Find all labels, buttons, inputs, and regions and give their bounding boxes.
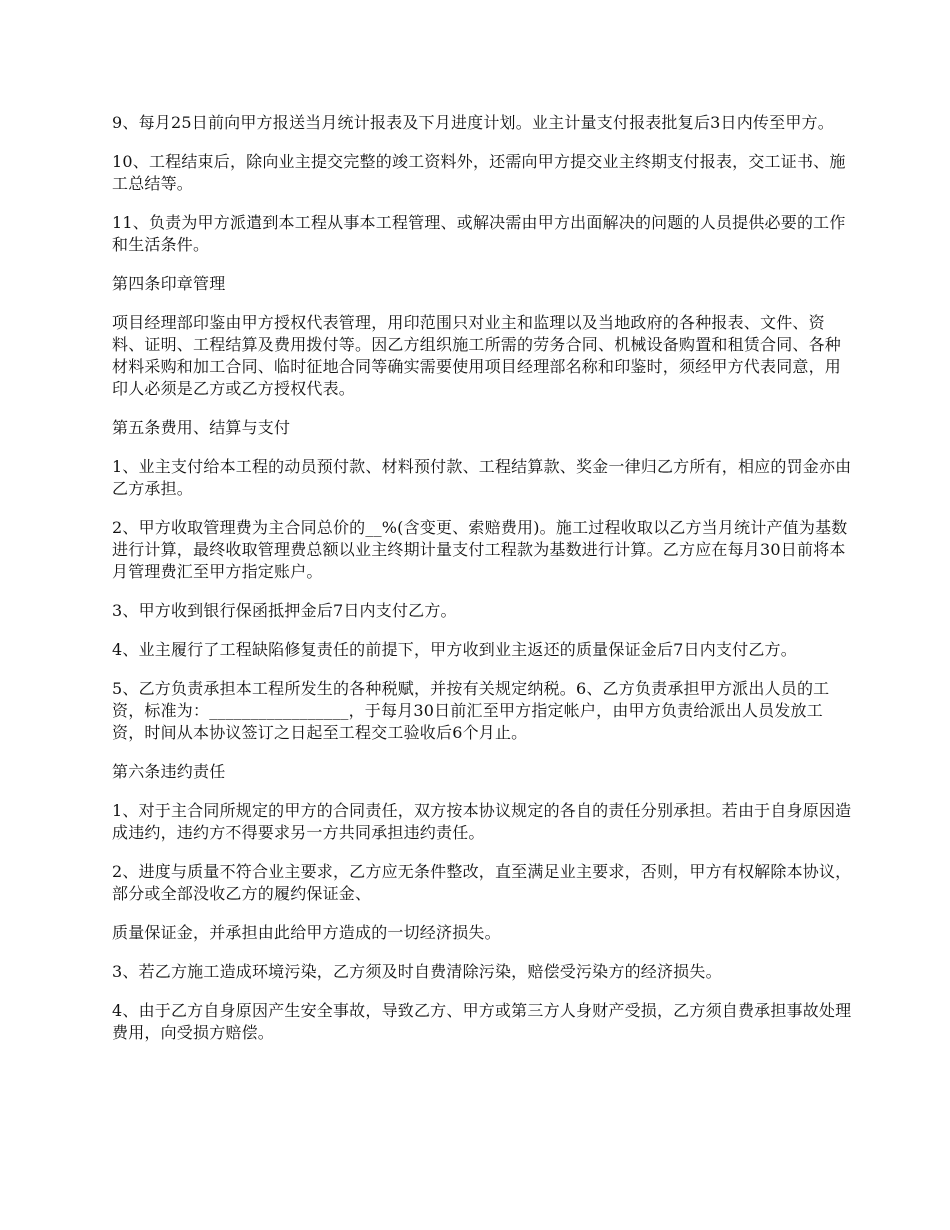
liability-clause-4: 4、由于乙方自身原因产生安全事故，导致乙方、甲方或第三方人身财产受损，乙方须自费承担事故处理费用，向受损方赔偿。 <box>112 1001 852 1042</box>
payment-clause-2: 2、甲方收取管理费为主合同总价的__%(含变更、索赔费用)。施工过程收取以乙方当月统计产值为基数进行计算，最终收取管理费总额以业主终期计量支付工程款为基数进行计算。乙方应在每月30日前将本月管理费汇至甲方指定账户。 <box>112 518 848 581</box>
clause-9: 9、每月25日前向甲方报送当月统计报表及下月进度计划。业主计量支付报表批复后3日内传至甲方。 <box>112 113 834 132</box>
payment-clause-1: 1、业主支付给本工程的动员预付款、材料预付款、工程结算款、奖金一律归乙方所有，相应的罚金亦由乙方承担。 <box>112 457 852 498</box>
liability-clause-3: 3、若乙方施工造成环境污染，乙方须及时自费清除污染，赔偿受污染方的经济损失。 <box>112 962 722 981</box>
payment-clause-5-6: 5、乙方负责承担本工程所发生的各种税赋，并按有关规定纳税。6、乙方负责承担甲方派出人员的工资，标准为：_________________，于每月30日前汇至甲方指定帐户，由甲方负责给派出人员发放工资，时间从本协议签订之日起至工程交工验收后6个月止。 <box>112 679 830 742</box>
section-heading-article-5: 第五条费用、结算与支付 <box>112 418 291 437</box>
section-heading-article-4: 第四条印章管理 <box>112 274 226 293</box>
section-heading-article-6: 第六条违约责任 <box>112 762 226 781</box>
clause-11: 11、负责为甲方派遣到本工程从事本工程管理、或解决需由甲方出面解决的问题的人员提供必要的工作和生活条件。 <box>112 213 846 254</box>
liability-clause-1: 1、对于主合同所规定的甲方的合同责任，双方按本协议规定的各自的责任分别承担。若由于自身原因造成违约，违约方不得要求另一方共同承担违约责任。 <box>112 801 852 842</box>
payment-clause-3: 3、甲方收到银行保函抵押金后7日内支付乙方。 <box>112 601 457 620</box>
payment-clause-4: 4、业主履行了工程缺陷修复责任的前提下，甲方收到业主返还的质量保证金后7日内支付乙方。 <box>112 640 797 659</box>
seal-management-paragraph: 项目经理部印鉴由甲方授权代表管理，用印范围只对业主和监理以及当地政府的各种报表、文件、资料、证明、工程结算及费用拨付等。因乙方组织施工所需的劳务合同、机械设备购置和租赁合同、各种材料采购和加工合同、临时征地合同等确实需要使用项目经理部名称和印鉴时，须经甲方代表同意，用印人必须是乙方或乙方授权代表。 <box>112 313 842 398</box>
document-page <box>112 112 852 1061</box>
clause-10: 10、工程结束后，除向业主提交完整的竣工资料外，还需向甲方提交业主终期支付报表，交工证书、施工总结等。 <box>112 152 846 193</box>
liability-clause-2: 2、进度与质量不符合业主要求，乙方应无条件整改，直至满足业主要求，否则，甲方有权解除本协议，部分或全部没收乙方的履约保证金、 <box>112 862 852 903</box>
liability-clause-2-continued: 质量保证金，并承担由此给甲方造成的一切经济损失。 <box>112 923 501 942</box>
